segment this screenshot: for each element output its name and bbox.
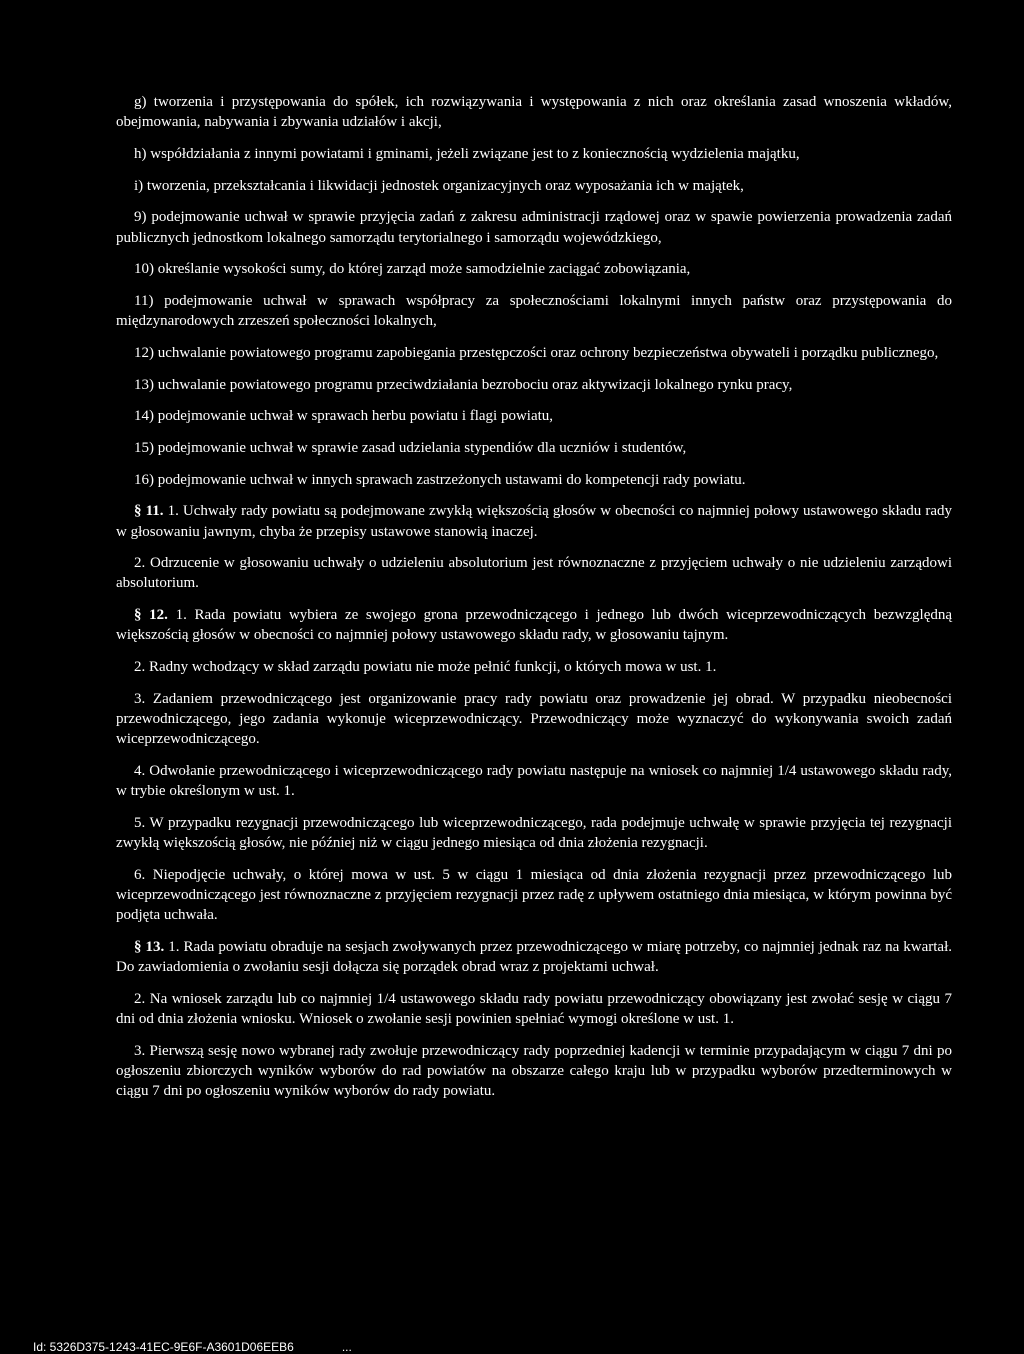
paragraph-text: 15) podejmowanie uchwał w sprawie zasad udzielania stypendiów dla uczniów i studentów, (134, 439, 687, 456)
paragraph-text: g) tworzenia i przystępowania do spółek, ich rozwiązywania i występowania z nich oraz określania zasad wnoszenia wkładów, obejmowania, nabywania i zbywania udziałów i akcji, (116, 94, 952, 131)
paragraph (116, 937, 952, 977)
document-body (116, 92, 952, 1113)
paragraph (116, 343, 952, 363)
paragraph (116, 501, 952, 541)
paragraph-text: h) współdziałania z innymi powiatami i gminami, jeżeli związane jest to z koniecznością wydzielenia majątku, (134, 145, 800, 162)
paragraph (116, 865, 952, 926)
paragraph (116, 470, 952, 490)
section-number: § 11. (134, 503, 164, 520)
paragraph (116, 989, 952, 1029)
section-number: § 13. (134, 938, 165, 955)
paragraph (116, 813, 952, 853)
paragraph (116, 92, 952, 132)
paragraph (116, 1041, 952, 1102)
paragraph-text: 14) podejmowanie uchwał w sprawach herbu powiatu i flagi powiatu, (134, 408, 554, 425)
paragraph (116, 406, 952, 426)
document-id-footer (33, 1340, 352, 1354)
paragraph-text: 10) określanie wysokości sumy, do której zarząd może samodzielnie zaciągać zobowiązania, (134, 261, 691, 278)
paragraph-text: 2. Odrzucenie w głosowaniu uchwały o udzieleniu absolutorium jest równoznaczne z przyjęciem uchwały o nie udzieleniu zarządowi absolutorium. (116, 555, 952, 592)
paragraph (116, 657, 952, 677)
paragraph (116, 438, 952, 458)
paragraph (116, 761, 952, 801)
paragraph (116, 259, 952, 279)
paragraph-text: 1. Rada powiatu obraduje na sesjach zwoływanych przez przewodniczącego w miarę potrzeby, co najmniej jednak raz na kwartał. Do zawiadomienia o zwołaniu sesji dołącza się porządek obrad wraz z projektami uchwał. (116, 938, 952, 975)
paragraph (116, 375, 952, 395)
paragraph-text: 11) podejmowanie uchwał w sprawach współpracy za społecznościami lokalnymi innych państw oraz przystępowania do międzynarodowych zrzeszeń społeczności lokalnych, (116, 292, 952, 330)
paragraph (116, 689, 952, 750)
paragraph-text: 3. Zadaniem przewodniczącego jest organizowanie pracy rady powiatu oraz prowadzenie jej obrad. W przypadku nieobecności przewodniczącego, jego zadania wykonuje wiceprzewodniczący. Przewodniczący może wyznaczyć do wykonywania swoich zadań wiceprzewodniczącego. (116, 690, 952, 748)
paragraph-text: 2. Na wniosek zarządu lub co najmniej 1/4 ustawowego składu rady powiatu przewodniczący obowiązany jest zwołać sesję w ciągu 7 dni od dnia złożenia wniosku. Wniosek o zwołanie sesji powinien spełniać wymogi określone w ust. 1. (116, 990, 952, 1027)
paragraph-text: 2. Radny wchodzący w skład zarządu powiatu nie może pełnić funkcji, o których mowa w ust. 1. (134, 659, 717, 676)
paragraph-text: 12) uchwalanie powiatowego programu zapobiegania przestępczości oraz ochrony bezpieczeństwa obywateli i porządku publicznego, (134, 344, 939, 361)
paragraph (116, 144, 952, 164)
paragraph-text: 3. Pierwszą sesję nowo wybranej rady zwołuje przewodniczący rady poprzedniej kadencji w terminie przypadającym w ciągu 7 dni po ogłoszeniu zbiorczych wyników wyborów do rad powiatów na obszarze całego kraju lub w przypadku wyborów przedterminowych w ciągu 7 dni po ogłoszeniu wyników wyborów do rady powiatu. (116, 1042, 952, 1100)
paragraph (116, 207, 952, 247)
paragraph-text: 9) podejmowanie uchwał w sprawie przyjęcia zadań z zakresu administracji rządowej oraz w spawie powierzenia prowadzenia zadań publicznych jednostkom lokalnego samorządu terytorialnego i samorządu wojewódzkiego, (116, 209, 952, 246)
paragraph (116, 605, 952, 645)
paragraph-text: 1. Rada powiatu wybiera ze swojego grona przewodniczącego i jednego lub dwóch wiceprzewodniczących bezwzględną większością głosów w obecności co najmniej połowy ustawowego składu rady, w głosowaniu tajnym. (116, 607, 953, 644)
document-id: Id: 5326D375-1243-41EC-9E6F-A3601D06EEB6 (33, 1340, 294, 1354)
paragraph-text: 13) uchwalanie powiatowego programu przeciwdziałania bezrobociu oraz aktywizacji lokalnego rynku pracy, (134, 376, 793, 393)
paragraph-text: 1. Uchwały rady powiatu są podejmowane zwykłą większością głosów w obecności co najmniej połowy ustawowego składu rady w głosowaniu jawnym, chyba że przepisy ustawowe stanowią inaczej. (116, 503, 952, 540)
paragraph-text: 6. Niepodjęcie uchwały, o której mowa w ust. 5 w ciągu 1 miesiąca od dnia złożenia rezygnacji przez przewodniczącego lub wiceprzewodniczącego jest równoznaczne z przyjęciem rezygnacji przez radę z upływem ostatniego dnia miesiąca, w którym powinna być podjęta uchwała. (116, 866, 952, 924)
paragraph (116, 176, 952, 196)
paragraph-text: i) tworzenia, przekształcania i likwidacji jednostek organizacyjnych oraz wyposażania ich w majątek, (134, 177, 744, 194)
paragraph (116, 553, 952, 593)
paragraph-text: 5. W przypadku rezygnacji przewodniczącego lub wiceprzewodniczącego, rada podejmuje uchwałę w sprawie przyjęcia tej rezygnacji zwykłą większością głosów, nie później niż w ciągu jednego miesiąca od dnia złożenia rezygnacji. (116, 814, 952, 851)
footer-tail: ... (341, 1340, 352, 1354)
paragraph-text: 16) podejmowanie uchwał w innych sprawach zastrzeżonych ustawami do kompetencji rady powiatu. (134, 471, 746, 488)
paragraph-text: 4. Odwołanie przewodniczącego i wiceprzewodniczącego rady powiatu następuje na wniosek co najmniej 1/4 ustawowego składu rady, w trybie określonym w ust. 1. (116, 762, 952, 800)
paragraph (116, 291, 952, 331)
section-number: § 12. (134, 607, 168, 624)
